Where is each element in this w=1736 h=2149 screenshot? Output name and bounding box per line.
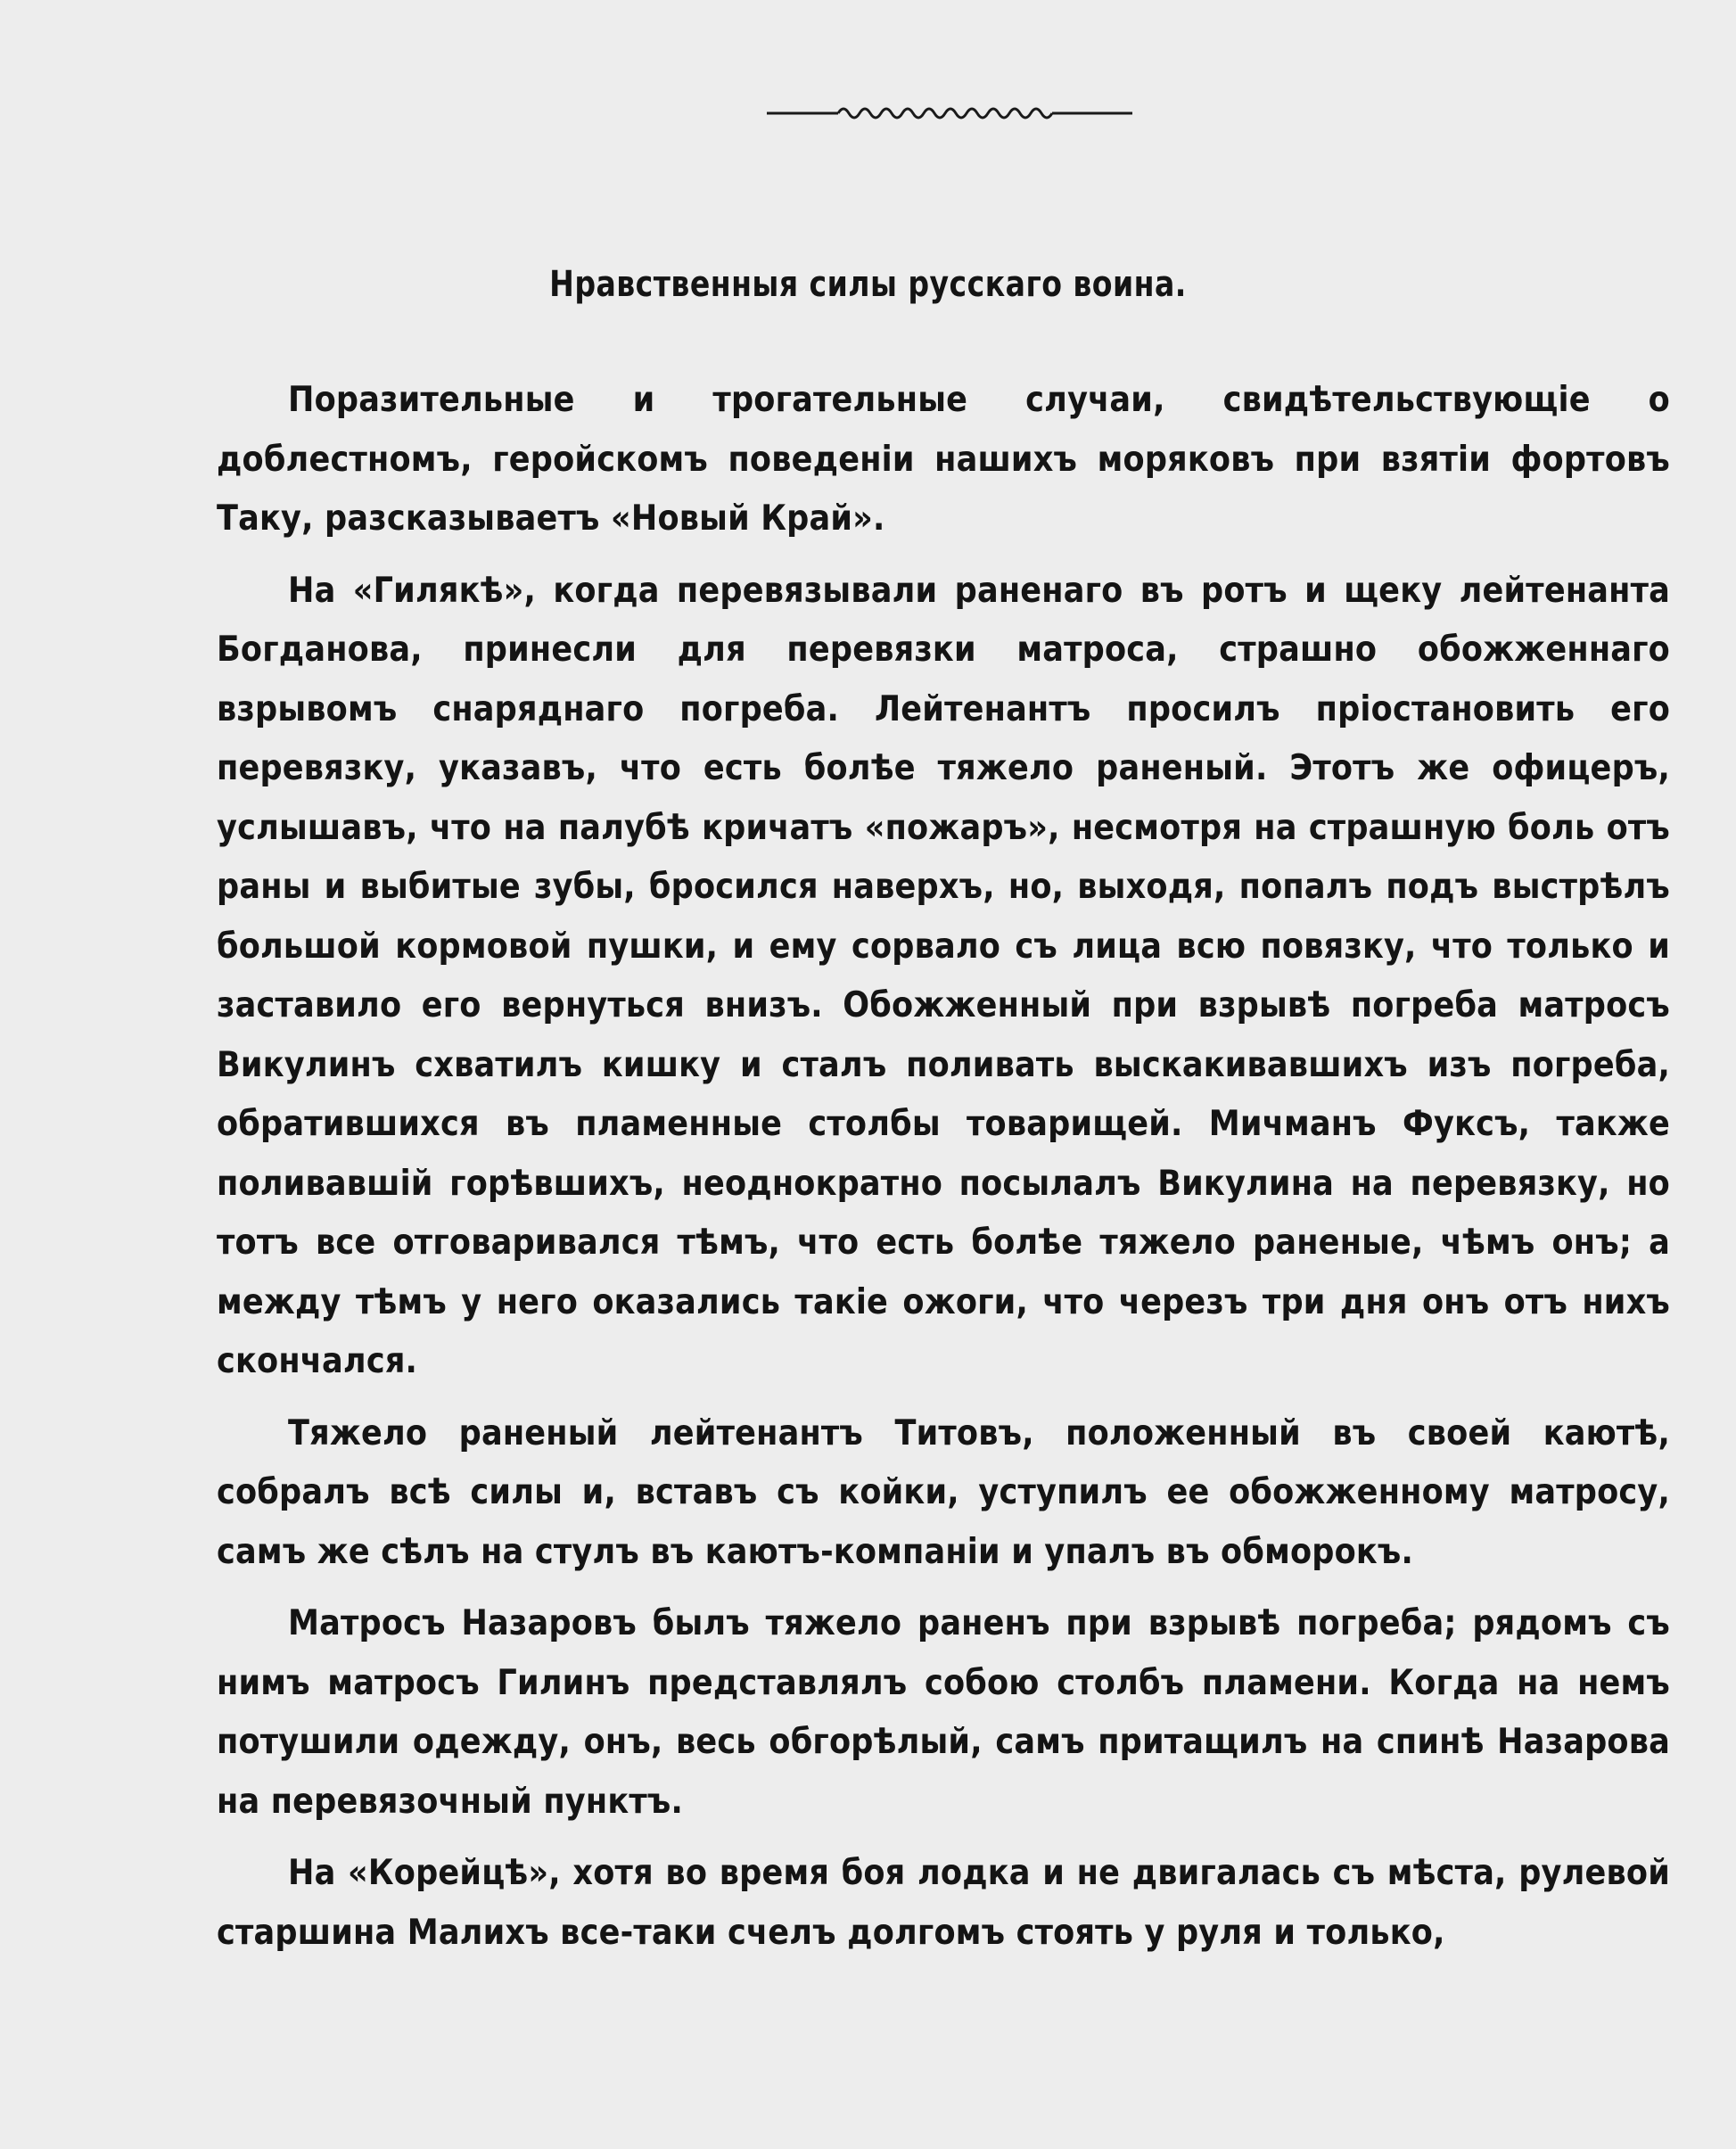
article-title: Нравственныя силы русскаго воина. [549,264,1187,305]
article-body [217,371,1670,1975]
paragraph: Тяжело раненый лейтенантъ Титовъ, положенный въ своей каютѣ, собралъ всѣ силы и, вставъ съ койки, уступилъ ее обожженному матросу, самъ же сѣлъ на стулъ въ каютъ-компаніи и упалъ въ обморокъ. [217,1412,1670,1572]
ornamental-divider [767,100,1132,127]
paragraph: На «Гилякѣ», когда перевязывали раненаго въ ротъ и щеку лейтенанта Богданова, принесли для перевязки матроса, страшно обожженнаго взрывомъ снаряднаго погреба. Лейтенантъ просилъ пріостановить его перевязку, указавъ, что есть болѣе тяжело раненый. Этотъ же офицеръ, услышавъ, что на палубѣ кричатъ «пожаръ», несмотря на страшную боль отъ раны и выбитые зубы, бросился наверхъ, но, выходя, попалъ подъ выстрѣлъ большой кормовой пушки, и ему сорвало съ лица всю повязку, что только и заставило его вернуться внизъ. Обожженный при взрывѣ погреба матросъ Викулинъ схватилъ кишку и сталъ поливать выскакивавшихъ изъ погреба, обратившихся въ пламенные столбы товарищей. Мичманъ Фуксъ, также поливавшій горѣвшихъ, неоднократно посылалъ Викулина на перевязку, но тотъ все отговаривался тѣмъ, что есть болѣе тяжело раненые, чѣмъ онъ; а между тѣмъ у него оказались такіе ожоги, что черезъ три дня онъ отъ нихъ скончался. [217,570,1670,1381]
paragraph: Поразительные и трогательные случаи, свидѣтельствующіе о доблестномъ, геройскомъ поведеніи нашихъ моряковъ при взятіи фортовъ Таку, разсказываетъ «Новый Край». [217,380,1670,539]
paragraph: На «Корейцѣ», хотя во время боя лодка и не двигалась съ мѣста, рулевой старшина Малихъ все-таки счелъ долгомъ стоять у руля и только, [217,1853,1670,1953]
paragraph: Матросъ Назаровъ былъ тяжело раненъ при взрывѣ погреба; рядомъ съ нимъ матросъ Гилинъ представлялъ собою столбъ пламени. Когда на немъ потушили одежду, онъ, весь обгорѣлый, самъ притащилъ на спинѣ Назарова на перевязочный пунктъ. [217,1603,1670,1822]
